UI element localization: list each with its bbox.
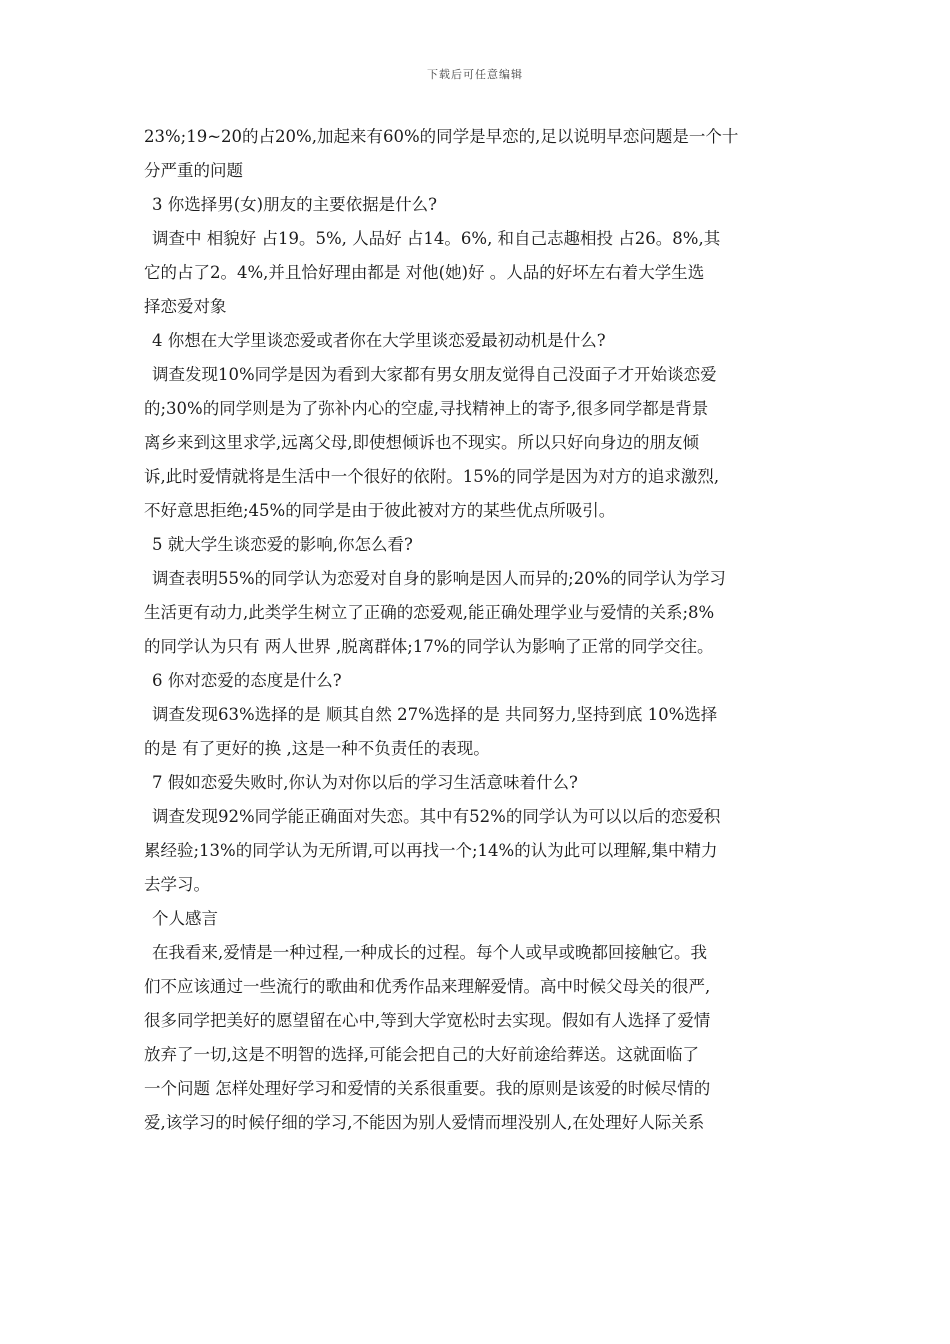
text-line: 择恋爱对象 — [144, 297, 227, 316]
text-line: 调查表明55%的同学认为恋爱对自身的影响是因人而异的;20%的同学认为学习 — [152, 569, 726, 588]
question-heading: 4 你想在大学里谈恋爱或者你在大学里谈恋爱最初动机是什么? — [152, 331, 606, 350]
text-line: 不好意思拒绝;45%的同学是由于彼此被对方的某些优点所吸引。 — [144, 501, 616, 520]
text-line: 一个问题 怎样处理好学习和爱情的关系很重要。我的原则是该爱的时候尽情的 — [144, 1079, 711, 1098]
question-heading: 3 你选择男(女)朋友的主要依据是什么? — [152, 195, 437, 214]
text-line: 去学习。 — [144, 875, 210, 894]
text-line: 23%;19~20的占20%,加起来有60%的同学是早恋的,足以说明早恋问题是一个十 — [144, 127, 739, 146]
text-line: 调查发现10%同学是因为看到大家都有男女朋友觉得自己没面子才开始谈恋爱 — [152, 365, 717, 384]
text-line: 很多同学把美好的愿望留在心中,等到大学宽松时去实现。假如有人选择了爱情 — [144, 1011, 711, 1030]
document-body — [144, 120, 810, 1140]
text-line: 在我看来,爱情是一种过程,一种成长的过程。每个人或早或晚都回接触它。我 — [152, 943, 707, 962]
text-line: 累经验;13%的同学认为无所谓,可以再找一个;14%的认为此可以理解,集中精力 — [144, 841, 718, 860]
text-line: 爱,该学习的时候仔细的学习,不能因为别人爱情而埋没别人,在处理好人际关系 — [144, 1113, 705, 1132]
section-heading: 个人感言 — [152, 909, 218, 928]
question-heading: 6 你对恋爱的态度是什么? — [152, 671, 342, 690]
text-line: 的同学认为只有 两人世界 ,脱离群体;17%的同学认为影响了正常的同学交往。 — [144, 637, 714, 656]
text-line: 的是 有了更好的换 ,这是一种不负责任的表现。 — [144, 739, 490, 758]
text-line: 的;30%的同学则是为了弥补内心的空虚,寻找精神上的寄予,很多同学都是背景 — [144, 399, 709, 418]
text-line: 生活更有动力,此类学生树立了正确的恋爱观,能正确处理学业与爱情的关系;8% — [144, 603, 715, 622]
text-line: 调查发现63%选择的是 顺其自然 27%选择的是 共同努力,坚持到底 10%选择 — [152, 705, 718, 724]
question-heading: 7 假如恋爱失败时,你认为对你以后的学习生活意味着什么? — [152, 773, 578, 792]
page-header: 下载后可任意编辑 — [427, 68, 523, 81]
question-heading: 5 就大学生谈恋爱的影响,你怎么看? — [152, 535, 413, 554]
text-line: 它的占了2。4%,并且恰好理由都是 对他(她)好 。人品的好坏左右着大学生选 — [144, 263, 705, 282]
text-line: 离乡来到这里求学,远离父母,即使想倾诉也不现实。所以只好向身边的朋友倾 — [144, 433, 699, 452]
text-line: 分严重的问题 — [144, 161, 243, 180]
text-line: 调查发现92%同学能正确面对失恋。其中有52%的同学认为可以以后的恋爱积 — [152, 807, 721, 826]
text-line: 放弃了一切,这是不明智的选择,可能会把自己的大好前途给葬送。这就面临了 — [144, 1045, 699, 1064]
text-line: 诉,此时爱情就将是生活中一个很好的依附。15%的同学是因为对方的追求激烈, — [144, 467, 720, 486]
text-line: 们不应该通过一些流行的歌曲和优秀作品来理解爱情。高中时候父母关的很严, — [144, 977, 711, 996]
text-line: 调查中 相貌好 占19。5%, 人品好 占14。6%, 和自己志趣相投 占26。8%,其 — [152, 229, 721, 248]
